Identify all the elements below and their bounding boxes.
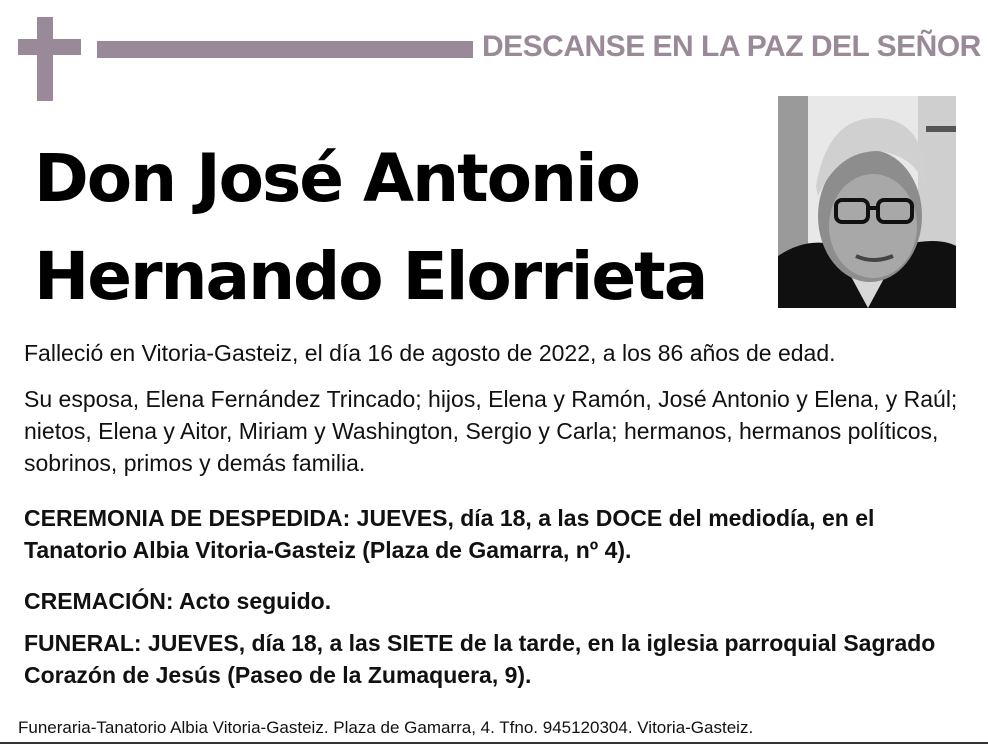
death-paragraph: Falleció en Vitoria-Gasteiz, el día 16 de agosto de 2022, a los 86 años de edad. <box>24 340 836 366</box>
funeral-home-footer: Funeraria-Tanatorio Albia Vitoria-Gasteiz. Plaza de Gamarra, 4. Tfno. 945120304. Vitoria-Gasteiz. <box>18 718 754 737</box>
bottom-border <box>0 742 988 744</box>
cremation-paragraph: CREMACIÓN: Acto seguido. <box>24 588 332 614</box>
deceased-name <box>34 130 754 326</box>
header-rule <box>97 41 473 58</box>
funeral-paragraph: FUNERAL: JUEVES, día 18, a las SIETE de la tarde, en la iglesia parroquial Sagrado Corazón de Jesús (Paseo de la Zumaquera, 9). <box>24 630 936 688</box>
deceased-name-line2: Hernando Elorrieta <box>34 238 707 315</box>
deceased-photo <box>778 96 956 308</box>
cross-horizontal-bar <box>18 39 81 55</box>
portrait-image <box>778 96 956 308</box>
ceremony-paragraph: CEREMONIA DE DESPEDIDA: JUEVES, día 18, a las DOCE del mediodía, en el Tanatorio Albia Vitoria-Gasteiz (Plaza de Gamarra, nº 4). <box>24 505 875 563</box>
deceased-name-line1: Don José Antonio <box>34 140 639 217</box>
header-title: DESCANSE EN LA PAZ DEL SEÑOR <box>482 30 981 63</box>
cross-vertical-bar <box>37 17 53 101</box>
family-paragraph: Su esposa, Elena Fernández Trincado; hijos, Elena y Ramón, José Antonio y Elena, y Raúl; nietos, Elena y Aitor, Miriam y Washington, Sergio y Carla; hermanos, hermanos políticos, sobrinos, primos y demás familia. <box>24 386 958 476</box>
